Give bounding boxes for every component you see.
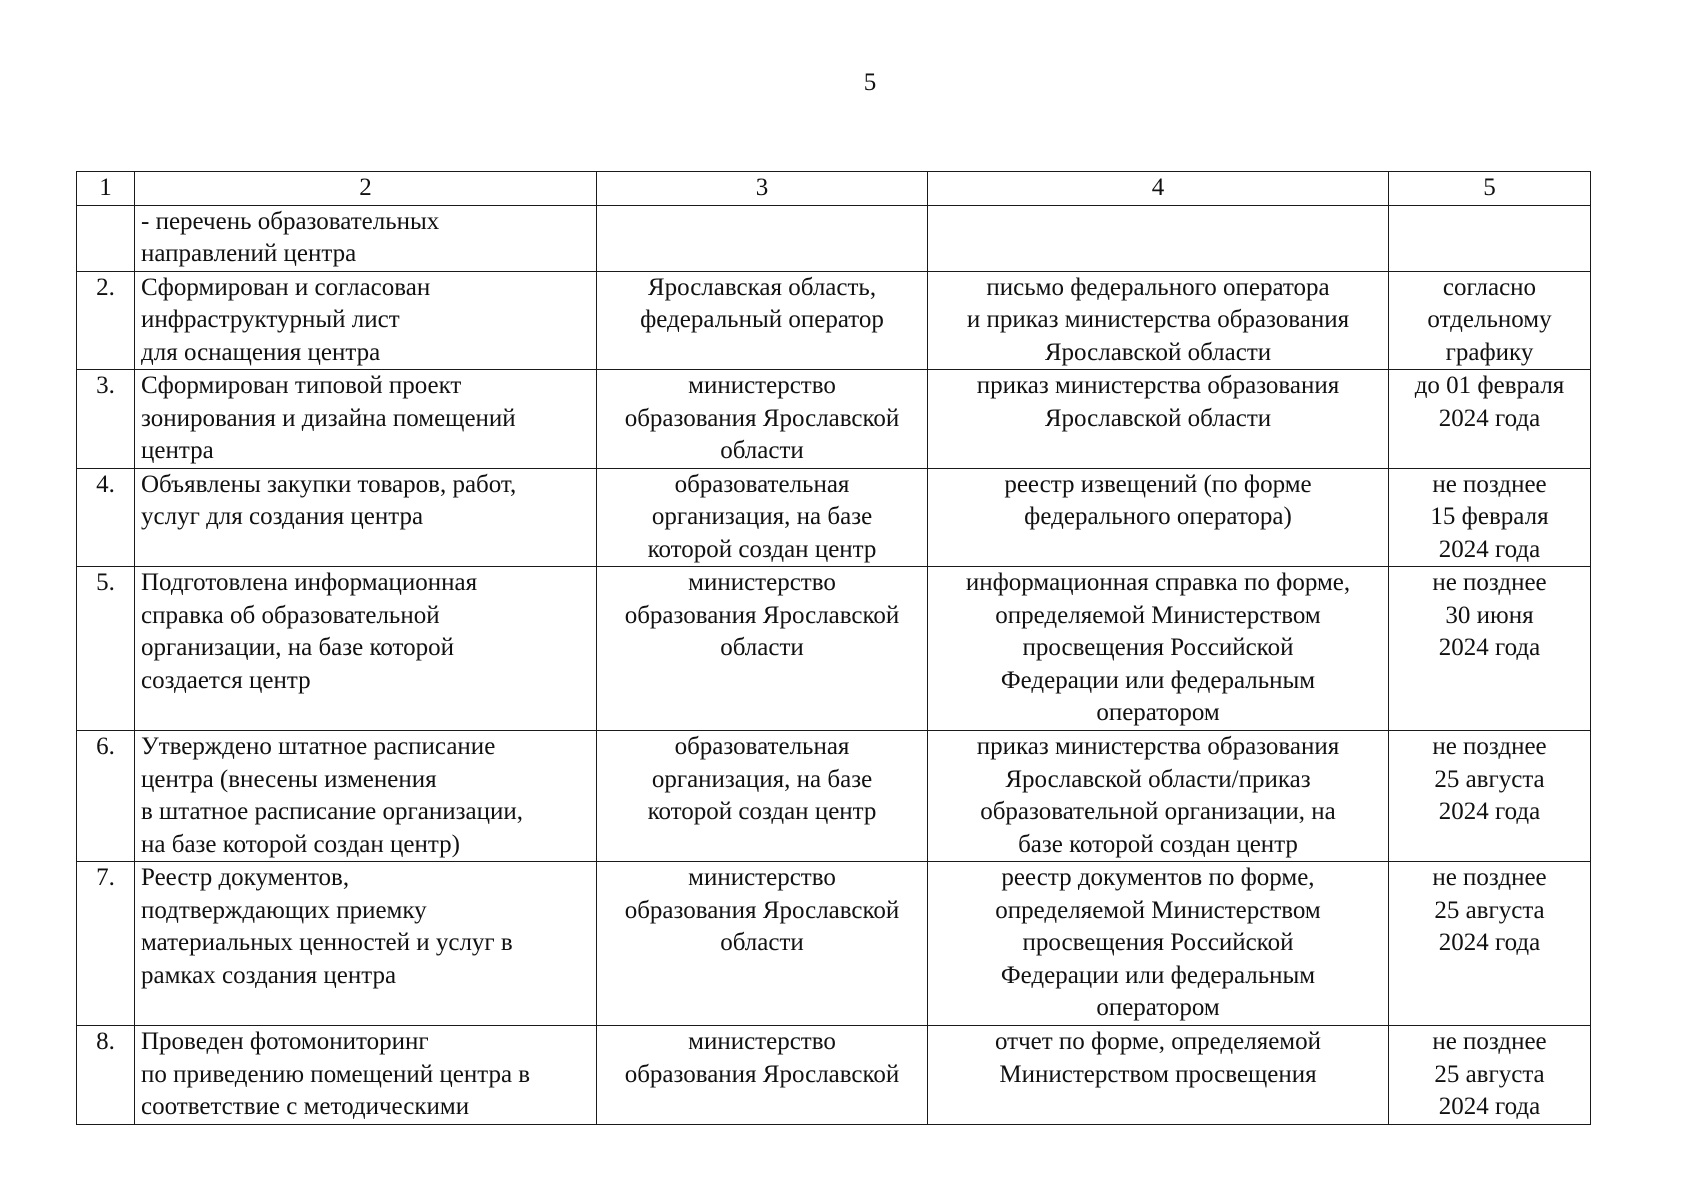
document-cell: реестр документов по форме, определяемой Министерством просвещения Российской Федерации или федеральным оператором xyxy=(928,862,1389,1026)
table-header-row xyxy=(77,172,1591,206)
column-header: 3 xyxy=(597,172,928,206)
document-cell: реестр извещений (по форме федерального оператора) xyxy=(928,468,1389,567)
deadline-cell: не позднее 25 августа 2024 года xyxy=(1389,1026,1591,1125)
document-cell: информационная справка по форме, определяемой Министерством просвещения Российской Федерации или федеральным оператором xyxy=(928,567,1389,731)
document-cell: отчет по форме, определяемой Министерством просвещения xyxy=(928,1026,1389,1125)
row-number: 3. xyxy=(77,370,135,469)
event-cell: Сформирован и согласован инфраструктурный лист для оснащения центра xyxy=(135,271,597,370)
row-number: 6. xyxy=(77,731,135,862)
event-cell: - перечень образовательных направлений центра xyxy=(135,205,597,271)
table-row xyxy=(77,567,1591,731)
document-cell xyxy=(928,205,1389,271)
event-cell: Реестр документов, подтверждающих приемку материальных ценностей и услуг в рамках создания центра xyxy=(135,862,597,1026)
responsible-cell: министерство образования Ярославской области xyxy=(597,370,928,469)
schedule-table xyxy=(76,171,1591,1125)
deadline-cell: не позднее 30 июня 2024 года xyxy=(1389,567,1591,731)
responsible-cell: Ярославская область, федеральный оператор xyxy=(597,271,928,370)
document-cell: приказ министерства образования Ярославской области/приказ образовательной организации, на базе которой создан центр xyxy=(928,731,1389,862)
table-row xyxy=(77,468,1591,567)
row-number: 8. xyxy=(77,1026,135,1125)
event-cell: Утверждено штатное расписание центра (внесены изменения в штатное расписание организации, на базе которой создан центр) xyxy=(135,731,597,862)
table-row xyxy=(77,862,1591,1026)
row-number: 4. xyxy=(77,468,135,567)
event-cell: Объявлены закупки товаров, работ, услуг для создания центра xyxy=(135,468,597,567)
document-cell: приказ министерства образования Ярославской области xyxy=(928,370,1389,469)
responsible-cell: министерство образования Ярославской xyxy=(597,1026,928,1125)
event-cell: Сформирован типовой проект зонирования и дизайна помещений центра xyxy=(135,370,597,469)
row-number: 5. xyxy=(77,567,135,731)
event-cell: Подготовлена информационная справка об образовательной организации, на базе которой создается центр xyxy=(135,567,597,731)
table-row xyxy=(77,370,1591,469)
responsible-cell: образовательная организация, на базе которой создан центр xyxy=(597,468,928,567)
responsible-cell: образовательная организация, на базе которой создан центр xyxy=(597,731,928,862)
deadline-cell: согласно отдельному графику xyxy=(1389,271,1591,370)
row-number: 2. xyxy=(77,271,135,370)
deadline-cell xyxy=(1389,205,1591,271)
deadline-cell: до 01 февраля 2024 года xyxy=(1389,370,1591,469)
row-number xyxy=(77,205,135,271)
deadline-cell: не позднее 25 августа 2024 года xyxy=(1389,731,1591,862)
document-cell: письмо федерального оператора и приказ министерства образования Ярославской области xyxy=(928,271,1389,370)
table-row xyxy=(77,205,1591,271)
column-header: 4 xyxy=(928,172,1389,206)
row-number: 7. xyxy=(77,862,135,1026)
deadline-cell: не позднее 15 февраля 2024 года xyxy=(1389,468,1591,567)
table-row xyxy=(77,731,1591,862)
table-row xyxy=(77,271,1591,370)
page-number: 5 xyxy=(863,69,877,96)
responsible-cell: министерство образования Ярославской области xyxy=(597,567,928,731)
event-cell: Проведен фотомониторинг по приведению помещений центра в соответствие с методическими xyxy=(135,1026,597,1125)
column-header: 2 xyxy=(135,172,597,206)
column-header: 5 xyxy=(1389,172,1591,206)
table-row xyxy=(77,1026,1591,1125)
deadline-cell: не позднее 25 августа 2024 года xyxy=(1389,862,1591,1026)
column-header: 1 xyxy=(77,172,135,206)
responsible-cell xyxy=(597,205,928,271)
responsible-cell: министерство образования Ярославской области xyxy=(597,862,928,1026)
